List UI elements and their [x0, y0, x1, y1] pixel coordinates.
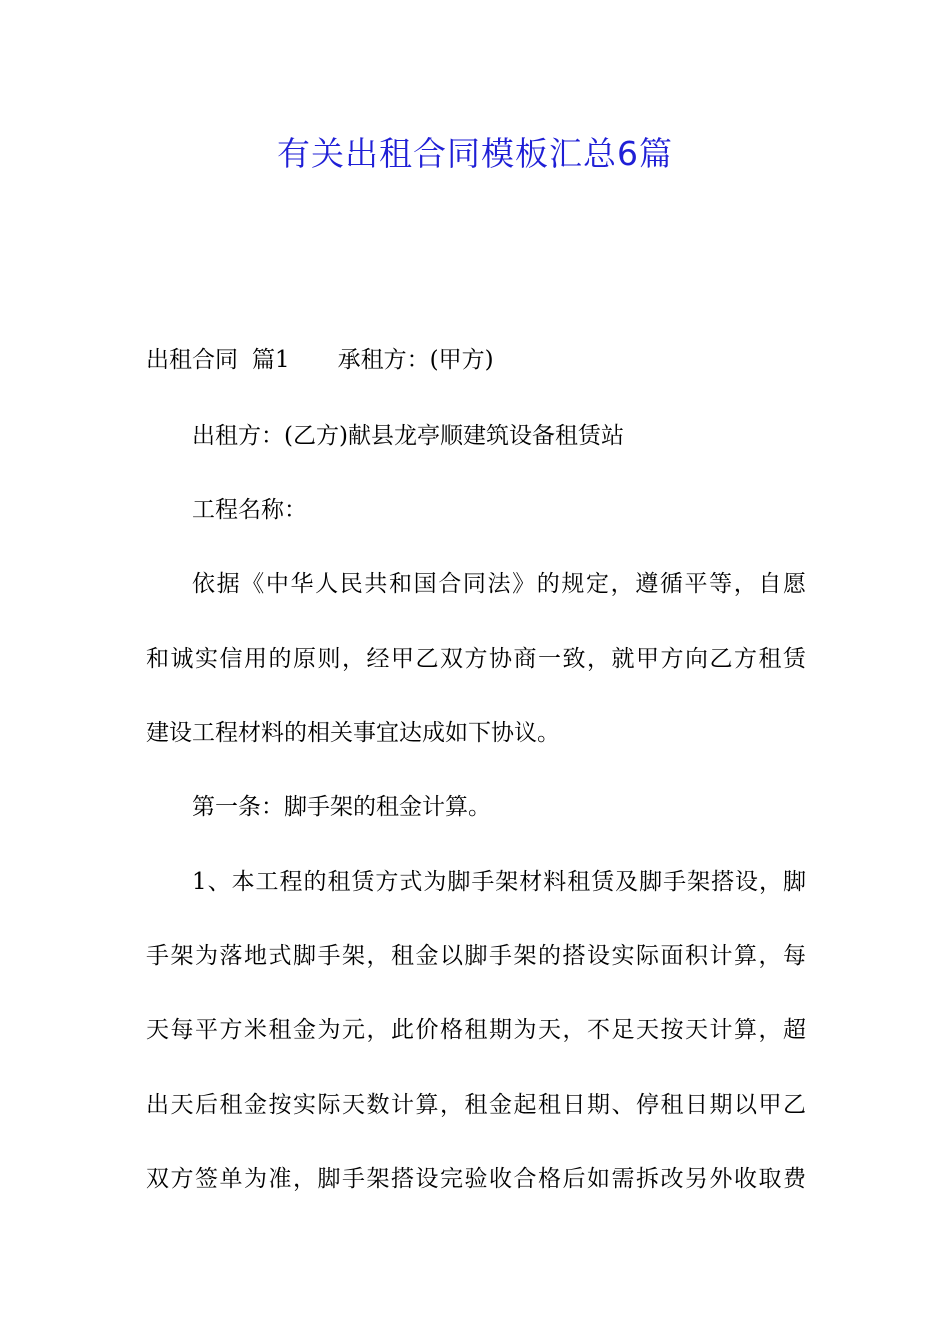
header-part-label: 篇1 — [252, 347, 290, 373]
text-line: 依据《中华人民共和国合同法》的规定，遵循平等，自愿 — [192, 571, 806, 597]
text-line: 天每平方米租金为元，此价格租期为天，不足天按天计算，超 — [146, 1017, 806, 1043]
text-line: 建设工程材料的相关事宜达成如下协议。 — [146, 720, 560, 746]
header-contract-label: 出租合同 — [146, 347, 238, 373]
document-title: 有关出租合同模板汇总6篇 — [277, 134, 673, 173]
header-line — [146, 343, 806, 377]
text-line: 工程名称： — [192, 497, 307, 523]
text-line: 第一条：脚手架的租金计算。 — [192, 794, 491, 820]
header-lessee-label: 承租方：(甲方) — [337, 347, 494, 373]
text-line: 出租方：(乙方)献县龙亭顺建筑设备租赁站 — [192, 423, 624, 449]
text-line: 1、本工程的租赁方式为脚手架材料租赁及脚手架搭设，脚 — [192, 869, 806, 895]
text-line: 双方签单为准，脚手架搭设完验收合格后如需拆改另外收取费 — [146, 1166, 806, 1192]
text-line: 和诚实信用的原则，经甲乙双方协商一致，就甲方向乙方租赁 — [146, 646, 806, 672]
text-line: 出天后租金按实际天数计算，租金起租日期、停租日期以甲乙 — [146, 1092, 806, 1118]
text-line: 手架为落地式脚手架，租金以脚手架的搭设实际面积计算，每 — [146, 943, 806, 969]
